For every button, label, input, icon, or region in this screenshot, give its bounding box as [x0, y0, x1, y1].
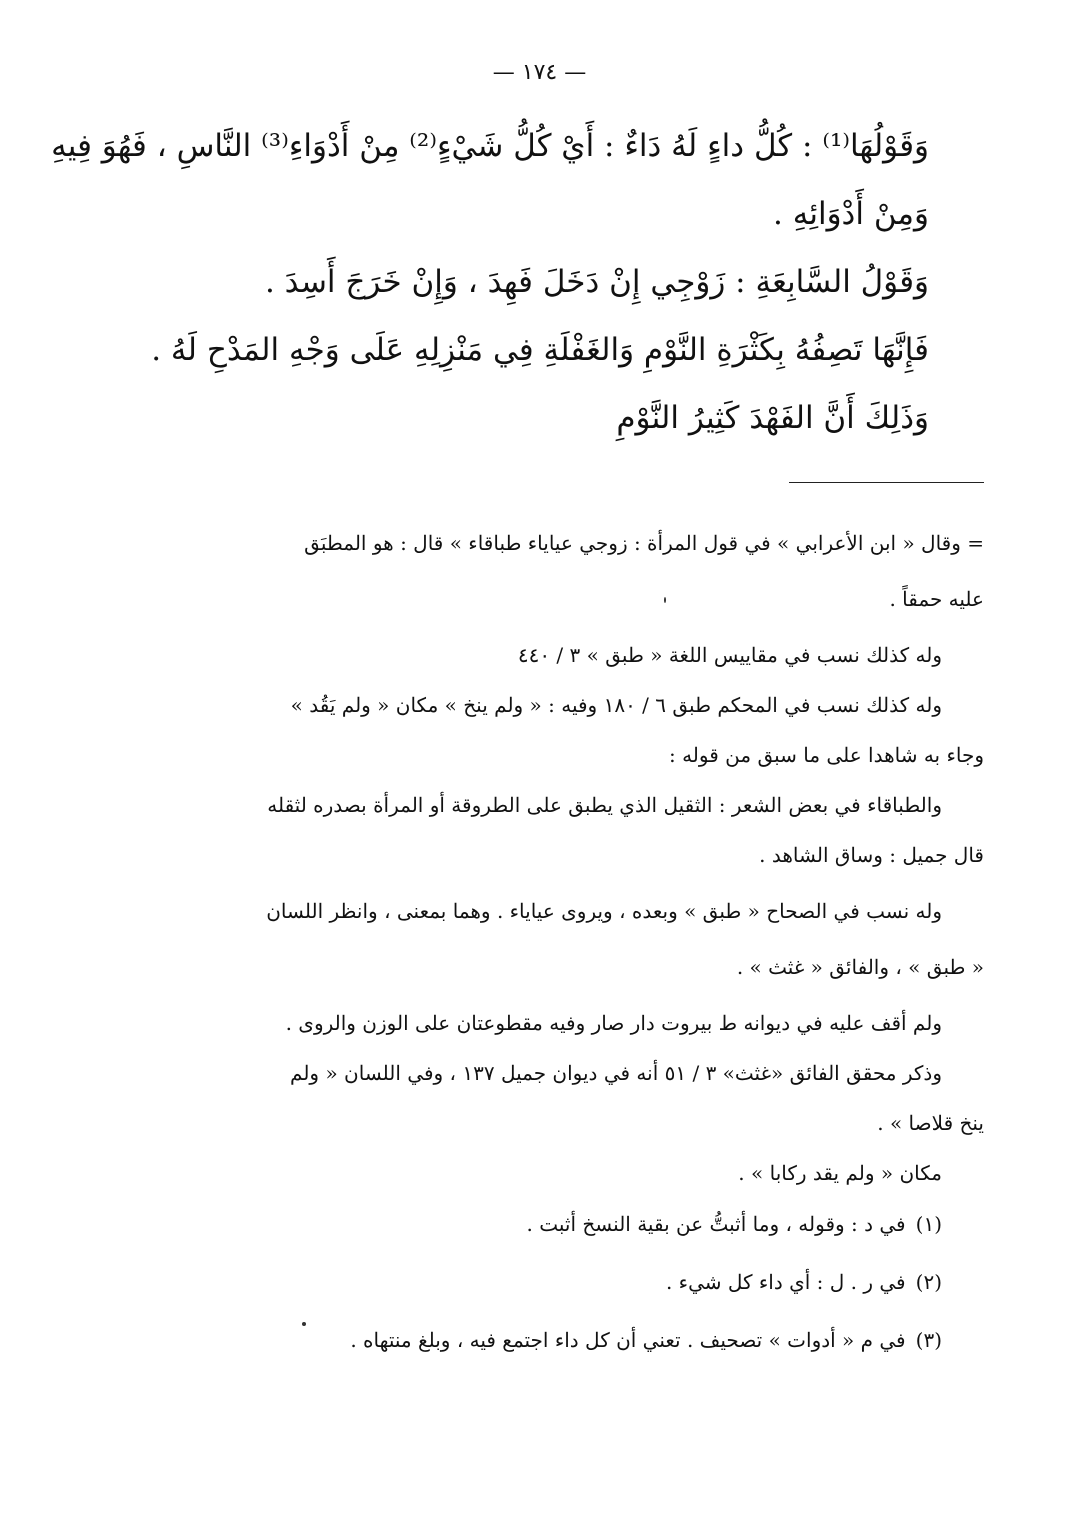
note-line: مكان « ولم يقد ركابا » .: [738, 1161, 942, 1185]
footnote-1: [134, 1195, 984, 1253]
main-text-line: وَقَوْلُ السَّابِعَةِ : زَوْجِي إِنْ دَخَلَ فَهِدَ ، وَإِنْ خَرَجَ أَسِدَ .: [264, 264, 929, 300]
footnote-text: في د : وقوله ، وما أثبتُّ عن بقية النسخ أثبت .: [526, 1212, 906, 1236]
main-text-line: وَذَلِكَ أَنَّ الفَهْدَ كَثِيرُ النَّوْمِ: [616, 400, 929, 436]
footnote-3: [134, 1311, 984, 1369]
main-text-line: وَقَوْلُهَا⁽¹⁾ : كُلُّ داءٍ لَهُ دَاءٌ : أَيْ كُلُّ شَيْءٍ⁽²⁾ مِنْ أَدْوَاءِ⁽³⁾ النَّاسِ ، فَهُوَ فِيهِ: [51, 128, 929, 164]
footnote-separator: [789, 482, 984, 483]
footnote-number: (١): [915, 1212, 942, 1236]
note-line: والطباقاء في بعض الشعر : الثقيل الذي يطبق على الطروقة أو المرأة بصدره لثقله: [267, 793, 942, 817]
note-line: ينخ قلاصا » .: [877, 1111, 984, 1135]
footnote-text: في ر . ل : أي داء كل شيء .: [665, 1270, 906, 1294]
scan-speck: [664, 597, 666, 603]
scan-speck: [302, 1322, 306, 1326]
note-line: قال جميل : وساق الشاهد .: [759, 843, 984, 867]
note-line: وله كذلك نسب في المحكم طبق ٦ / ١٨٠ وفيه : « ولم ينخ » مكان « ولم يَقُد »: [290, 693, 942, 717]
footnote-number: (٢): [915, 1270, 942, 1294]
main-text-line: فَإِنَّهَا تَصِفُهُ بِكَثْرَةِ النَّوْمِ وَالغَفْلَةِ فِي مَنْزِلِهِ عَلَى وَجْهِ المَدْحِ لَهُ .: [151, 332, 929, 368]
page-number: — ١٧٤ —: [492, 60, 587, 85]
main-text-line: وَمِنْ أَدْوَائِهِ .: [773, 196, 929, 232]
note-line: وله كذلك نسب في مقاييس اللغة « طبق » ٣ / ٤٤٠: [517, 643, 942, 667]
footnote-2: [134, 1253, 984, 1311]
note-line: « طبق » ، والفائق « غثث » .: [736, 955, 984, 979]
note-line: عليه حمقاً .: [889, 587, 984, 611]
main-text-block: [51, 112, 929, 452]
notes-block: [134, 515, 984, 1369]
note-line: ولم أقف عليه في ديوانه ط بيروت دار صار وفيه مقطوعتان على الوزن والروى .: [285, 1011, 942, 1035]
footnote-text: في م « أدوات » تصحيف . تعني أن كل داء اجتمع فيه ، وبلغ منتهاه .: [350, 1328, 906, 1352]
note-line: وذكر محقق الفائق «غثث» ٣ / ٥١ أنه في ديوان جميل ١٣٧ ، وفي اللسان « ولم: [290, 1061, 942, 1085]
note-line: = وقال « ابن الأعرابي » في قول المرأة : زوجي عياياء طباقاء » قال : هو المطبَق: [304, 531, 984, 555]
note-line: وجاء به شاهدا على ما سبق من قوله :: [668, 743, 984, 767]
note-line: وله نسب في الصحاح « طبق » وبعده ، ويروى عياياء . وهما بمعنى ، وانظر اللسان: [266, 899, 942, 923]
footnote-number: (٣): [915, 1328, 942, 1352]
